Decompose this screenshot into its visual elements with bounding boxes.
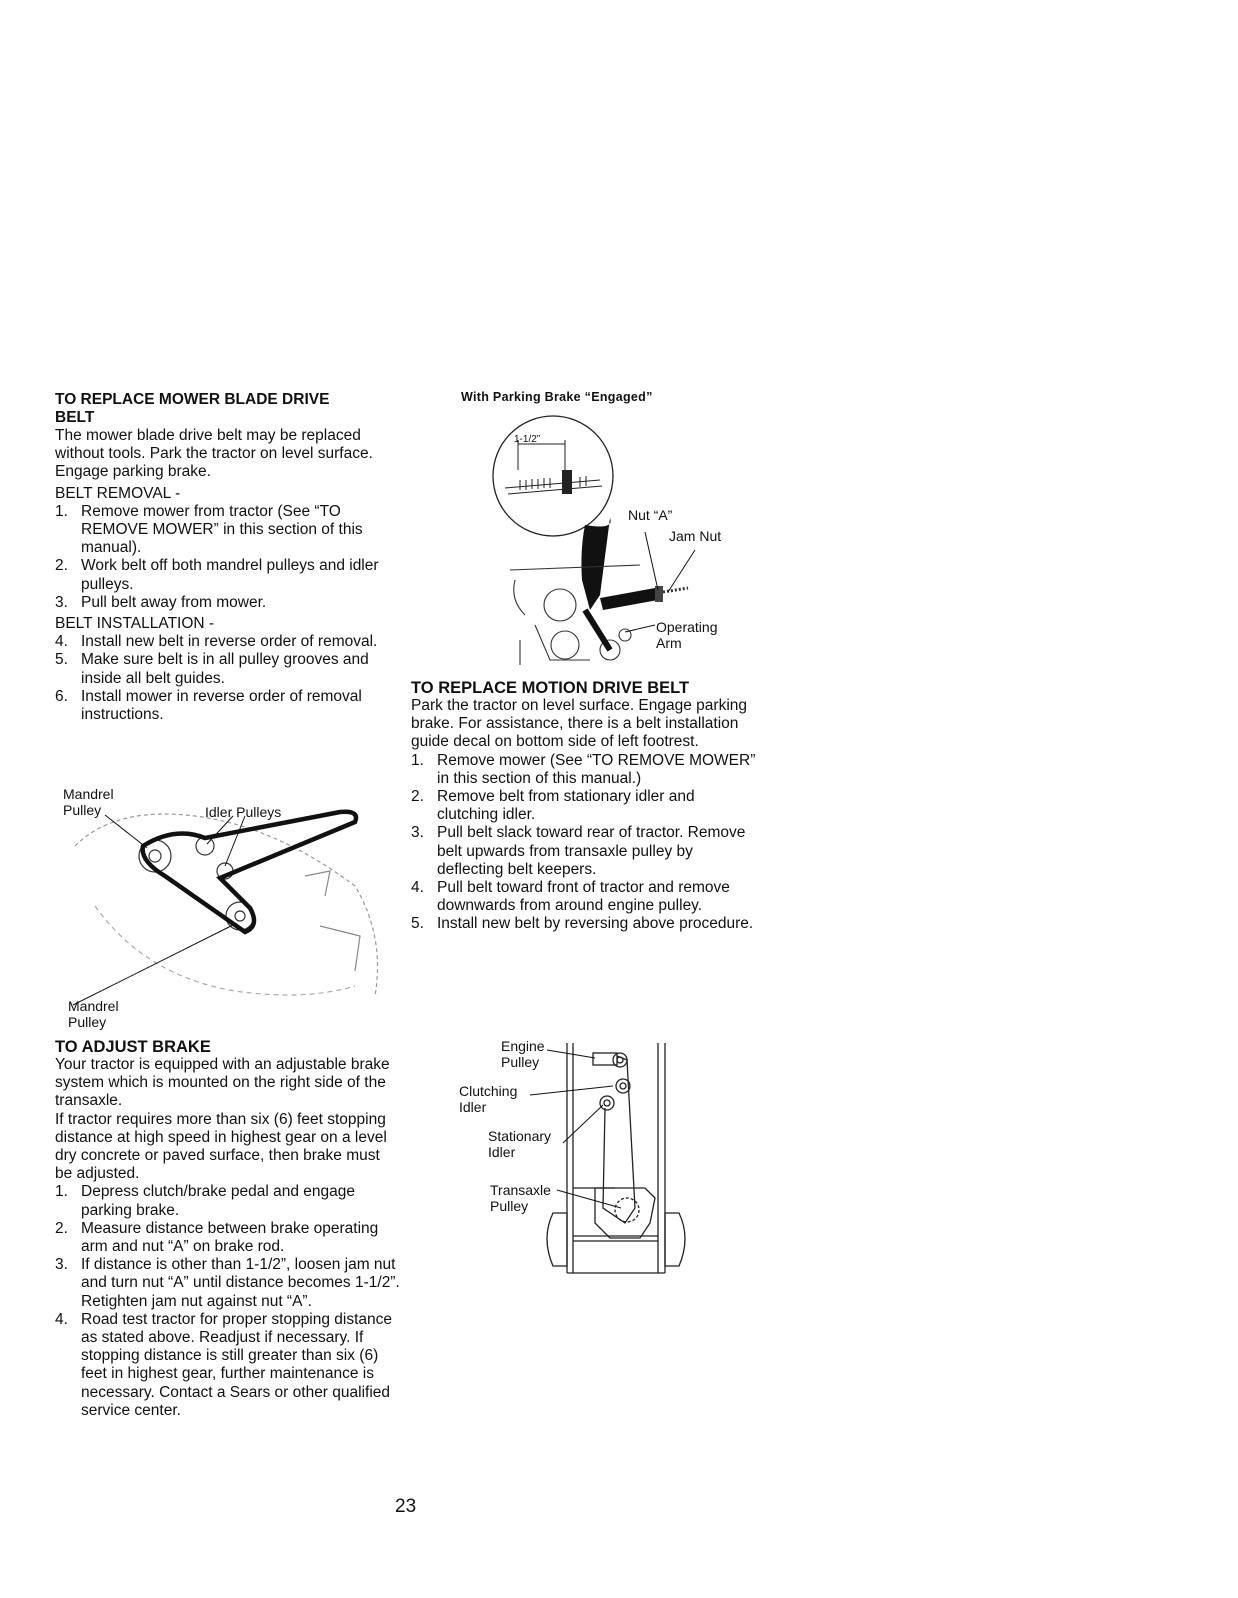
label-operating-arm: Operating Arm xyxy=(656,619,718,651)
list-item: 2. Work belt off both mandrel pulleys and idler pulleys. xyxy=(55,557,379,593)
list-item: 4. Road test tractor for proper stopping distance as stated above. Readjust if necessary. If stopping distance is still greater than six (6) feet in highest gear, further maintenance is necessary. Contact a Sears or other qualified service center. xyxy=(55,1310,393,1419)
motion-drive-figure xyxy=(455,1038,715,1278)
adjust-brake-intro-1: Your tractor is equipped with an adjustable brake system which is mounted on the right side of the transaxle. xyxy=(55,1056,390,1110)
blade-belt-title: TO REPLACE MOWER BLADE DRIVE BELT xyxy=(55,391,330,426)
adjust-brake-title: TO ADJUST BRAKE xyxy=(55,1038,211,1056)
brake-figure xyxy=(490,410,740,670)
list-item: 3. If distance is other than 1-1/2”, loosen jam nut and turn nut “A” until distance becomes 1-1/2”. Retighten jam nut against nut “A”. xyxy=(55,1256,400,1310)
list-item: 1. Remove mower (See “TO REMOVE MOWER” in this section of this manual.) xyxy=(411,751,756,787)
list-item: 4. Pull belt toward front of tractor and remove downwards from around engine pulley. xyxy=(411,879,730,915)
label-jam-nut: Jam Nut xyxy=(669,528,722,544)
list-item: 5. Make sure belt is in all pulley grooves and inside all belt guides. xyxy=(55,651,369,687)
list-item: 6. Install mower in reverse order of removal instructions. xyxy=(55,687,362,724)
label-clutching-idler: Clutching Idler xyxy=(459,1083,518,1115)
list-item: 1. Depress clutch/brake pedal and engage parking brake. xyxy=(55,1183,356,1219)
list-item: 3. Pull belt away from mower. xyxy=(55,593,267,611)
label-stationary-idler: Stationary Idler xyxy=(488,1128,552,1160)
dimension-label: 1-1/2” xyxy=(514,434,541,445)
belt-installation-heading: BELT INSTALLATION - xyxy=(55,615,215,633)
list-item: 5. Install new belt by reversing above procedure. xyxy=(411,915,754,933)
list-item: 3. Pull belt slack toward rear of tractor. Remove belt upwards from transaxle pulley by deflecting belt keepers. xyxy=(411,824,746,878)
motion-belt-steps xyxy=(411,752,756,934)
list-item: 4. Install new belt in reverse order of removal. xyxy=(55,633,378,651)
adjust-brake-intro-2: If tractor requires more than six (6) feet stopping distance at high speed in highest gear on a level dry concrete or paved surface, then brake must be adjusted. xyxy=(55,1110,387,1183)
belt-installation-steps xyxy=(55,633,395,724)
blade-belt-intro: The mower blade drive belt may be replaced without tools. Park the tractor on level surface. Engage parking brake. xyxy=(55,427,373,481)
label-transaxle-pulley: Transaxle Pulley xyxy=(490,1182,551,1214)
list-item: 2. Remove belt from stationary idler and clutching idler. xyxy=(411,788,695,824)
list-item: 1. Remove mower from tractor (See “TO REMOVE MOWER” in this section of this manual). xyxy=(55,502,363,557)
label-engine-pulley: Engine Pulley xyxy=(501,1038,545,1070)
belt-removal-heading: BELT REMOVAL - xyxy=(55,484,181,502)
belt-removal-steps xyxy=(55,503,395,612)
adjust-brake-section xyxy=(55,1038,400,1420)
list-item: 2. Measure distance between brake operating arm and nut “A” on brake rod. xyxy=(55,1219,379,1256)
motion-belt-intro: Park the tractor on level surface. Engage parking brake. For assistance, there is a belt installation guide decal on bottom side of left footrest. xyxy=(411,697,748,751)
motion-belt-title: TO REPLACE MOTION DRIVE BELT xyxy=(411,679,690,697)
page-number: 23 xyxy=(395,1496,417,1517)
brake-figure-caption: With Parking Brake “Engaged” xyxy=(461,390,653,404)
adjust-brake-steps xyxy=(55,1183,400,1420)
label-nut-a: Nut “A” xyxy=(628,507,673,523)
left-column xyxy=(55,391,395,724)
label-mandrel-pulley-bottom: Mandrel Pulley xyxy=(68,998,119,1030)
label-mandrel-pulley-top: Mandrel Pulley xyxy=(63,786,114,818)
label-idler-pulleys: Idler Pulleys xyxy=(205,804,282,820)
motion-belt-section xyxy=(411,679,756,934)
mower-deck-figure xyxy=(55,786,400,1036)
